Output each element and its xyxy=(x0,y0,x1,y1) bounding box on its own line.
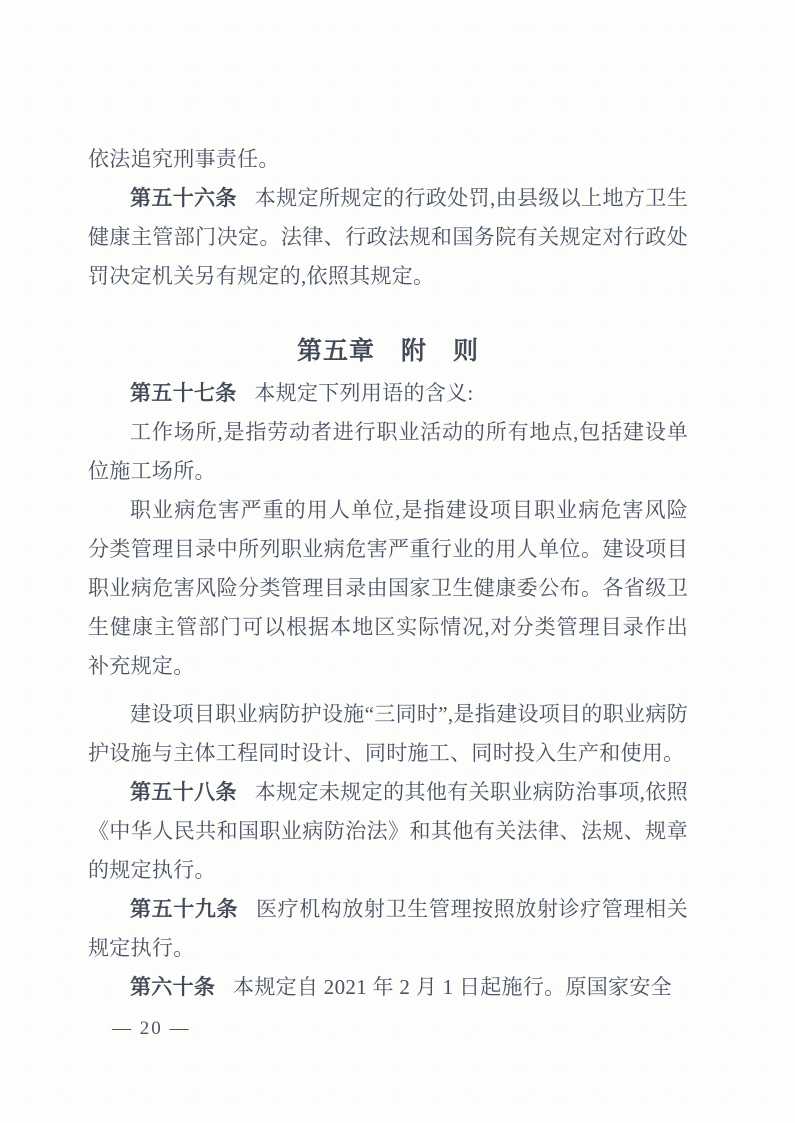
article-56-text: 本规定所规定的行政处罚,由县级以上地方卫生健康主管部门决定。法律、行政法规和国务院有关规定对行政处罚决定机关另有规定的,依照其规定。 xyxy=(88,186,688,288)
definition-serious-hazard-employer-paragraph xyxy=(88,491,688,686)
paragraph-continuation xyxy=(88,140,688,179)
document-body xyxy=(88,140,688,1007)
article-59-number: 第五十九条 xyxy=(130,897,239,921)
definition-three-simultaneous-paragraph xyxy=(88,695,688,773)
definition-serious-hazard-employer-text: 职业病危害严重的用人单位,是指建设项目职业病危害风险分类管理目录中所列职业病危害严重行业的用人单位。建设项目职业病危害风险分类管理目录由国家卫生健康委公布。各省级卫生健康主管部门可以根据本地区实际情况,对分类管理目录作出补充规定。 xyxy=(88,498,688,678)
article-58-paragraph xyxy=(88,773,688,890)
article-60-paragraph xyxy=(88,968,688,1007)
chapter-5-heading: 第五章 附 则 xyxy=(296,338,479,365)
definition-workplace-text: 工作场所,是指劳动者进行职业活动的所有地点,包括建设单位施工场所。 xyxy=(88,420,688,483)
article-57-paragraph xyxy=(88,374,688,413)
page-number: — 20 — xyxy=(112,1018,191,1039)
article-57-number: 第五十七条 xyxy=(130,381,237,405)
article-59-paragraph xyxy=(88,890,688,968)
definition-three-simultaneous-text: 建设项目职业病防护设施“三同时”,是指建设项目的职业病防护设施与主体工程同时设计、同时施工、同时投入生产和使用。 xyxy=(88,702,688,765)
article-56-number: 第五十六条 xyxy=(130,186,237,210)
article-56-paragraph xyxy=(88,179,688,296)
article-60-number: 第六十条 xyxy=(130,975,216,999)
article-60-text: 本规定自 2021 年 2 月 1 日起施行。原国家安全 xyxy=(233,975,672,999)
article-58-text: 本规定未规定的其他有关职业病防治事项,依照《中华人民共和国职业病防治法》和其他有关法律、法规、规章的规定执行。 xyxy=(88,780,688,882)
definition-workplace-paragraph xyxy=(88,413,688,491)
article-57-text: 本规定下列用语的含义: xyxy=(254,381,474,405)
article-59-text: 医疗机构放射卫生管理按照放射诊疗管理相关规定执行。 xyxy=(88,897,689,960)
article-58-number: 第五十八条 xyxy=(130,780,237,804)
paragraph-continuation-text: 依法追究刑事责任。 xyxy=(88,147,280,171)
